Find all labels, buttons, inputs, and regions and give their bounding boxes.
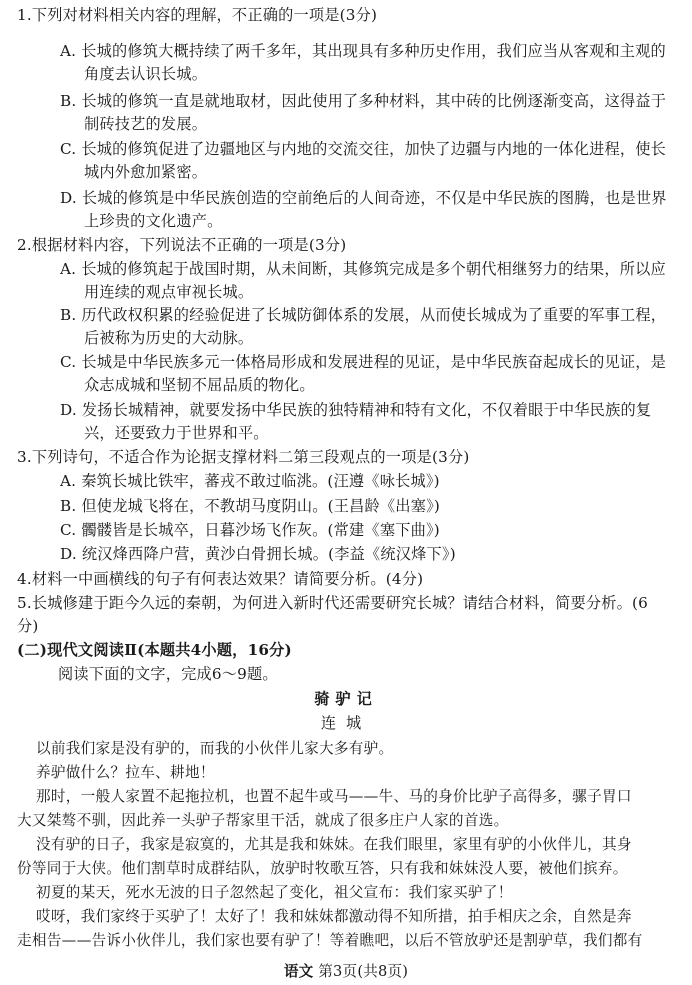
question-5-cont: 分): [17, 617, 39, 635]
story-paragraph-4: 没有驴的日子，我家是寂寞的，尤其是我和妹妹。在我们眼里，家里有驴的小伙伴儿，其身: [36, 836, 632, 853]
q2-option-d: D. 发扬长城精神，就要发扬中华民族的独特精神和特有文化，不仅着眼于中华民族的复: [60, 401, 652, 419]
story-paragraph-4-cont: 份等同于大侠。他们割草时成群结队，放驴时牧歌互答，只有我和妹妹没人要，被他们摈弃。: [17, 860, 628, 877]
q2-option-d-cont: 兴，还要致力于世界和平。: [84, 424, 269, 442]
reading-instruction: 阅读下面的文字，完成6～9题。: [58, 665, 278, 683]
q1-option-c: C. 长城的修筑促进了边疆地区与内地的交流交往，加快了边疆与内地的一体化进程，使长: [60, 140, 667, 158]
story-title: 骑驴记: [314, 690, 378, 708]
question-4: 4.材料一中画横线的句子有何表达效果？请简要分析。(4分): [17, 570, 424, 588]
q1-option-d: D. 长城的修筑是中华民族创造的空前绝后的人间奇迹，不仅是中华民族的图腾，也是世界: [60, 189, 667, 207]
q3-option-d: D. 统汉烽西降户营，黄沙白骨拥长城。(李益《统汉烽下》): [60, 545, 456, 563]
story-paragraph-3-cont: 大又桀骜不驯，因此养一头驴子帮家里干活，就成了很多庄户人家的首选。: [17, 812, 509, 829]
q2-option-b-cont: 后被称为历史的大动脉。: [84, 329, 254, 347]
q3-option-a: A. 秦筑长城比铁牢，蕃戎不敢过临洮。(汪遵《咏长城》): [60, 472, 440, 490]
q2-option-c-cont: 众志成城和坚韧不屈品质的物化。: [84, 376, 315, 394]
q1-option-c-cont: 城内外愈加紧密。: [84, 163, 208, 181]
story-paragraph-2: 养驴做什么？拉车、耕地！: [36, 764, 215, 781]
story-paragraph-5: 初夏的某天，死水无波的日子忽然起了变化，祖父宣布：我们家买驴了！: [36, 884, 513, 901]
q3-option-c: C. 髑髅皆是长城卒，日暮沙场飞作灰。(常建《塞下曲》): [60, 521, 440, 539]
question-3-stem: 3.下列诗句，不适合作为论据支撑材料二第三段观点的一项是(3分): [17, 448, 470, 466]
q3-option-b: B. 但使龙城飞将在，不教胡马度阴山。(王昌龄《出塞》): [60, 497, 440, 515]
section-heading: (二)现代文阅读Ⅱ(本题共4小题，16分): [17, 641, 292, 659]
story-paragraph-6-cont: 走相告——告诉小伙伴儿，我们家也要有驴了！等着瞧吧，以后不管放驴还是割驴草，我们都有: [17, 932, 643, 949]
question-5: 5.长城修建于距今久远的秦朝，为何进入新时代还需要研究长城？请结合材料，简要分析。(6: [17, 594, 648, 612]
q1-option-b-cont: 制砖技艺的发展。: [84, 115, 208, 133]
story-paragraph-6: 哎呀，我们家终于买驴了！太好了！我和妹妹都激动得不知所措，拍手相庆之余，自然是奔: [36, 908, 632, 925]
question-2-stem: 2.根据材料内容，下列说法不正确的一项是(3分): [17, 236, 347, 254]
q2-option-c: C. 长城是中华民族多元一体格局形成和发展进程的见证，是中华民族奋起成长的见证，是: [60, 353, 667, 371]
q1-option-d-cont: 上珍贵的文化遗产。: [84, 212, 223, 230]
q2-option-b: B. 历代政权积累的经验促进了长城防御体系的发展，从而使长城成为了重要的军事工程，: [60, 306, 667, 324]
question-1-stem: 1.下列对材料相关内容的理解，不正确的一项是(3分): [17, 6, 378, 24]
footer-page-number: 第3页(共8页): [318, 963, 409, 980]
q1-option-a-cont: 角度去认识长城。: [84, 65, 208, 83]
footer-subject: 语文: [283, 963, 314, 980]
q1-option-b: B. 长城的修筑一直是就地取材，因此使用了多种材料，其中砖的比例逐渐变高，这得益于: [60, 92, 667, 110]
story-paragraph-3: 那时，一般人家置不起拖拉机，也置不起牛或马——牛、马的身价比驴子高得多，骡子胃口: [36, 788, 632, 805]
page-footer: [0, 962, 692, 981]
q2-option-a: A. 长城的修筑起于战国时期，从未间断，其修筑完成是多个朝代相继努力的结果，所以应: [60, 260, 666, 278]
story-paragraph-1: 以前我们家是没有驴的，而我的小伙伴儿家大多有驴。: [36, 740, 394, 757]
q1-option-a: A. 长城的修筑大概持续了两千多年，其出现具有多种历史作用，我们应当从客观和主观的: [60, 42, 666, 60]
story-author: 连城: [320, 714, 372, 732]
q2-option-a-cont: 用连续的观点审视长城。: [84, 283, 254, 301]
